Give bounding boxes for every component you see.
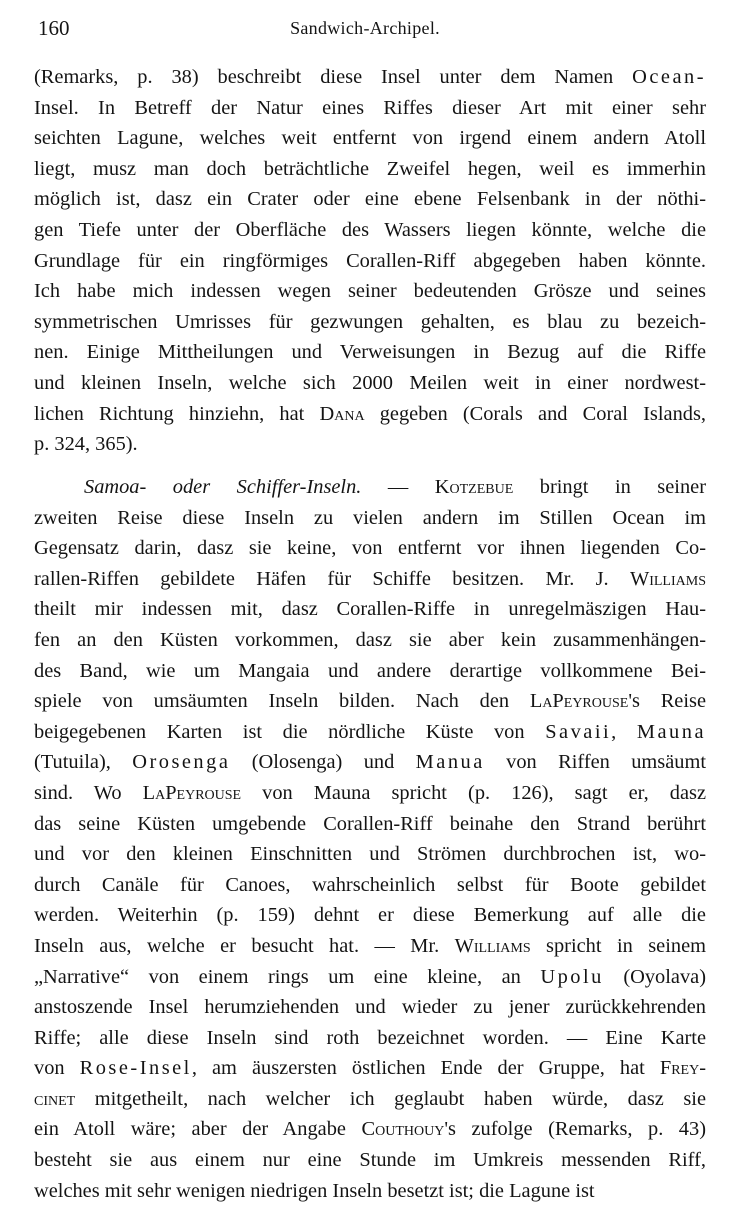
text-segment: p. 324, 365). — [34, 433, 138, 456]
text-segment: (Remarks, p. 38) beschreibt diese Insel unter dem Namen — [34, 66, 633, 88]
text-line — [34, 399, 706, 430]
text-segment: — — [361, 476, 435, 498]
text-segment: symmetrischen Umrisses für gezwungen gehalten, es blau zu bezeich- — [34, 310, 706, 333]
text-line — [34, 992, 706, 1023]
text-segment: lichen Richtung hinziehn, hat — [34, 402, 320, 425]
text-segment: Insel. In Betreff der Natur eines Riffes dieser Art mit einer sehr — [34, 96, 706, 119]
author-name: Williams — [454, 934, 531, 957]
text-segment: Grundlage für ein ringförmiges Corallen-Riff abgegeben haben könnte. — [34, 249, 706, 272]
text-line — [34, 1053, 706, 1084]
text-line — [34, 594, 706, 625]
text-line — [34, 472, 706, 503]
page-number: 160 — [38, 16, 70, 40]
text-segment: gen Tiefe unter der Oberfläche des Wassers liegen könnte, welche die — [34, 218, 706, 241]
text-segment: Riffe; alle diese Inseln sind roth bezeichnet worden. — Eine Karte — [34, 1026, 706, 1049]
section-heading: Samoa- oder Schiffer-Inseln. — [84, 476, 362, 498]
text-segment: , am äuszersten östlichen Ende der Gruppe, hat — [191, 1057, 660, 1080]
text-line — [34, 717, 706, 748]
text-segment: besteht sie aus einem nur eine Stunde im Umkreis messenden Riff, — [34, 1149, 706, 1172]
author-name: Kotzebue — [434, 476, 514, 498]
text-segment: anstoszende Insel herumziehenden und wieder zu jener zurückkehrenden — [34, 996, 706, 1019]
text-line — [34, 870, 706, 901]
text-segment: (Olosenga) und — [230, 751, 416, 774]
place-name: Mauna — [636, 720, 706, 743]
text-line — [34, 307, 706, 338]
text-segment: , — [611, 720, 637, 743]
place-name: Manua — [415, 751, 485, 774]
text-line — [34, 1023, 706, 1054]
text-line — [34, 564, 706, 595]
text-segment: liegt, musz man doch beträchtliche Zweifel hegen, weil es immerhin — [34, 157, 706, 180]
text-line — [34, 93, 706, 124]
text-segment: 's zufolge (Remarks, p. 43) — [444, 1118, 706, 1141]
text-segment: werden. Weiterhin (p. 159) dehnt er diese Bemerkung auf alle die — [34, 904, 706, 927]
text-segment: Ich habe mich indessen wegen seiner bedeutenden Grösze und seines — [34, 280, 706, 303]
author-name: Frey- — [659, 1057, 706, 1080]
text-segment: von Riffen umsäumt — [484, 751, 706, 774]
text-segment: gegeben (Corals and Coral Islands, — [364, 402, 706, 425]
text-segment: spiele von umsäumten Inseln bilden. Nach den — [34, 690, 530, 713]
text-segment: nen. Einige Mittheilungen und Verweisungen in Bezug auf die Riffe — [34, 341, 706, 364]
text-segment: durch Canäle für Canoes, wahrscheinlich selbst für Boote gebildet — [34, 873, 706, 896]
text-segment: von — [34, 1057, 80, 1080]
text-line — [34, 123, 706, 154]
author-name: Couthouy — [361, 1118, 445, 1141]
text-segment: beigegebenen Karten ist die nördliche Küste von — [34, 720, 546, 743]
text-line — [34, 809, 706, 840]
text-line — [34, 625, 706, 656]
text-line — [34, 276, 706, 307]
text-segment: spricht in seinem — [530, 934, 706, 957]
text-line — [34, 215, 706, 246]
text-segment: Gegensatz darin, dasz sie keine, von entfernt vor ihnen liegenden Co- — [34, 537, 706, 560]
text-segment: Inseln aus, welche er besucht hat. — Mr. — [34, 934, 455, 957]
text-line — [34, 154, 706, 185]
text-segment: 's Reise — [628, 690, 706, 713]
page-header — [0, 16, 730, 56]
text-line — [34, 533, 706, 564]
text-line — [34, 778, 706, 809]
text-segment: seichten Lagune, welches weit entfernt von irgend einem andern Atoll — [34, 127, 706, 150]
text-line — [34, 839, 706, 870]
paragraph-remarks — [34, 62, 706, 460]
place-name: Orosenga — [132, 751, 231, 774]
text-line — [34, 62, 706, 93]
text-segment: mitgetheilt, nach welcher ich geglaubt haben würde, dasz sie — [75, 1087, 706, 1110]
text-line — [34, 429, 706, 460]
place-name: Upolu — [540, 965, 604, 988]
text-line — [34, 1145, 706, 1176]
author-name: Dana — [319, 402, 365, 425]
text-line — [34, 656, 706, 687]
text-segment: theilt mir indessen mit, dasz Corallen-Riffe in unregelmäszigen Hau- — [34, 598, 706, 621]
text-line — [34, 368, 706, 399]
author-name: LaPeyrouse — [142, 781, 242, 804]
text-segment: (Oyolava) — [603, 965, 706, 988]
place-name: Rose-Insel — [79, 1057, 192, 1080]
text-line — [34, 184, 706, 215]
text-line — [34, 1176, 706, 1206]
text-segment: fen an den Küsten vorkommen, dasz sie aber kein zusammenhängen- — [34, 628, 706, 651]
text-segment: zweiten Reise diese Inseln zu vielen andern im Stillen Ocean im — [34, 506, 706, 529]
text-segment: von Mauna spricht (p. 126), sagt er, dasz — [241, 781, 706, 804]
text-segment: des Band, wie um Mangaia und andere derartige vollkommene Bei- — [34, 659, 706, 682]
text-line — [34, 686, 706, 717]
text-line — [34, 900, 706, 931]
text-line — [34, 962, 706, 993]
place-name: Savaii — [545, 720, 612, 743]
text-line — [34, 503, 706, 534]
text-segment: bringt in seiner — [513, 476, 706, 498]
text-segment: ein Atoll wäre; aber der Angabe — [34, 1118, 362, 1141]
running-head: Sandwich-Archipel. — [290, 18, 440, 38]
author-name: cinet — [34, 1087, 76, 1110]
text-line — [34, 931, 706, 962]
text-segment: und kleinen Inseln, welche sich 2000 Meilen weit in einer nordwest- — [34, 371, 706, 394]
text-line — [34, 337, 706, 368]
text-segment: „Narrative“ von einem rings um eine kleine, an — [34, 965, 541, 988]
text-segment: und vor den kleinen Einschnitten und Strömen durchbrochen ist, wo- — [34, 843, 706, 866]
place-name: Ocean- — [632, 66, 706, 88]
text-line — [34, 1114, 706, 1145]
paragraph-samoa — [34, 472, 706, 1206]
text-segment: rallen-Riffen gebildete Häfen für Schiffe besitzen. Mr. J. — [34, 567, 630, 590]
text-segment: das seine Küsten umgebende Corallen-Riff beinahe den Strand berührt — [34, 812, 706, 835]
text-line — [34, 1084, 706, 1115]
text-line — [34, 246, 706, 277]
author-name: Williams — [629, 567, 706, 590]
text-line — [34, 747, 706, 778]
author-name: LaPeyrouse — [529, 690, 629, 713]
text-segment: möglich ist, dasz ein Crater oder eine ebene Felsenbank in der nöthi- — [34, 188, 706, 211]
text-segment: (Tutuila), — [34, 751, 133, 774]
text-segment: sind. Wo — [34, 781, 143, 804]
text-segment: welches mit sehr wenigen niedrigen Inseln besetzt ist; die Lagune ist — [34, 1179, 595, 1202]
